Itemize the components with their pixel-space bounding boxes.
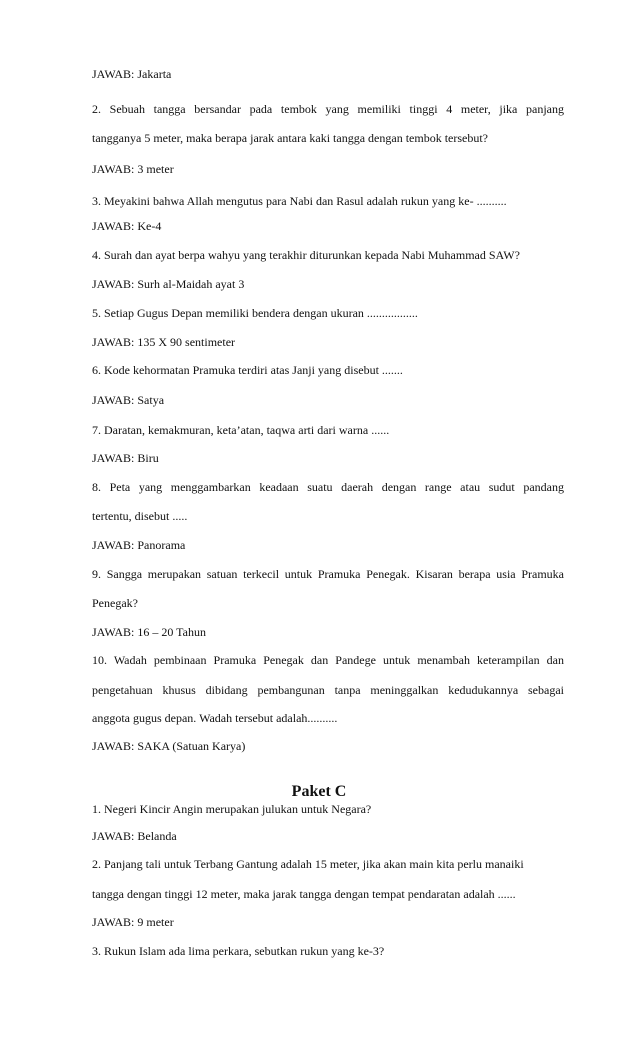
question-8-line-2: tertentu, disebut ..... bbox=[92, 509, 188, 523]
question-c-1: 1. Negeri Kincir Angin merupakan julukan untuk Negara? bbox=[92, 802, 372, 816]
question-2-line-2: tangganya 5 meter, maka berapa jarak antara kaki tangga dengan tembok tersebut? bbox=[92, 131, 489, 145]
question-6: 6. Kode kehormatan Pramuka terdiri atas Janji yang disebut ....... bbox=[92, 363, 403, 377]
question-4: 4. Surah dan ayat berpa wahyu yang terakhir diturunkan kepada Nabi Muhammad SAW? bbox=[92, 248, 520, 262]
answer-line: JAWAB: Surh al-Maidah ayat 3 bbox=[92, 277, 245, 291]
question-c-2-line-2: tangga dengan tinggi 12 meter, maka jarak tangga dengan tempat pendaratan adalah ...... bbox=[92, 887, 516, 901]
question-5: 5. Setiap Gugus Depan memiliki bendera dengan ukuran ................. bbox=[92, 306, 418, 320]
question-9-line-2: Penegak? bbox=[92, 596, 138, 610]
answer-line: JAWAB: 9 meter bbox=[92, 915, 174, 929]
question-c-2-line-1: 2. Panjang tali untuk Terbang Gantung adalah 15 meter, jika akan main kita perlu manaiki bbox=[92, 857, 524, 871]
question-10-line-1: 10. Wadah pembinaan Pramuka Penegak dan Pandege untuk menambah keterampilan dan bbox=[92, 653, 564, 667]
answer-line: JAWAB: Panorama bbox=[92, 538, 186, 552]
question-9-line-1: 9. Sangga merupakan satuan terkecil untuk Pramuka Penegak. Kisaran berapa usia Pramuka bbox=[92, 567, 564, 581]
question-10-line-2: pengetahuan khusus dibidang pembangunan tanpa meninggalkan kedudukannya sebagai bbox=[92, 683, 564, 697]
answer-line: JAWAB: 3 meter bbox=[92, 162, 174, 176]
answer-line: JAWAB: Biru bbox=[92, 451, 159, 465]
answer-line: JAWAB: Belanda bbox=[92, 829, 177, 843]
section-heading: Paket C bbox=[291, 783, 347, 800]
answer-line: JAWAB: Ke-4 bbox=[92, 219, 162, 233]
answer-line: JAWAB: 16 – 20 Tahun bbox=[92, 625, 206, 639]
question-10-line-3: anggota gugus depan. Wadah tersebut adalah.......... bbox=[92, 711, 338, 725]
question-3: 3. Meyakini bahwa Allah mengutus para Nabi dan Rasul adalah rukun yang ke- .......... bbox=[92, 194, 507, 208]
answer-line: JAWAB: SAKA (Satuan Karya) bbox=[92, 739, 246, 753]
question-8-line-1: 8. Peta yang menggambarkan keadaan suatu daerah dengan range atau sudut pandang bbox=[92, 480, 564, 494]
answer-line: JAWAB: Jakarta bbox=[92, 67, 172, 81]
question-2-line-1: 2. Sebuah tangga bersandar pada tembok yang memiliki tinggi 4 meter, jika panjang bbox=[92, 102, 564, 116]
answer-line: JAWAB: 135 X 90 sentimeter bbox=[92, 335, 236, 349]
question-c-3: 3. Rukun Islam ada lima perkara, sebutkan rukun yang ke-3? bbox=[92, 944, 385, 958]
question-7: 7. Daratan, kemakmuran, keta’atan, taqwa arti dari warna ...... bbox=[92, 423, 390, 437]
answer-line: JAWAB: Satya bbox=[92, 393, 165, 407]
